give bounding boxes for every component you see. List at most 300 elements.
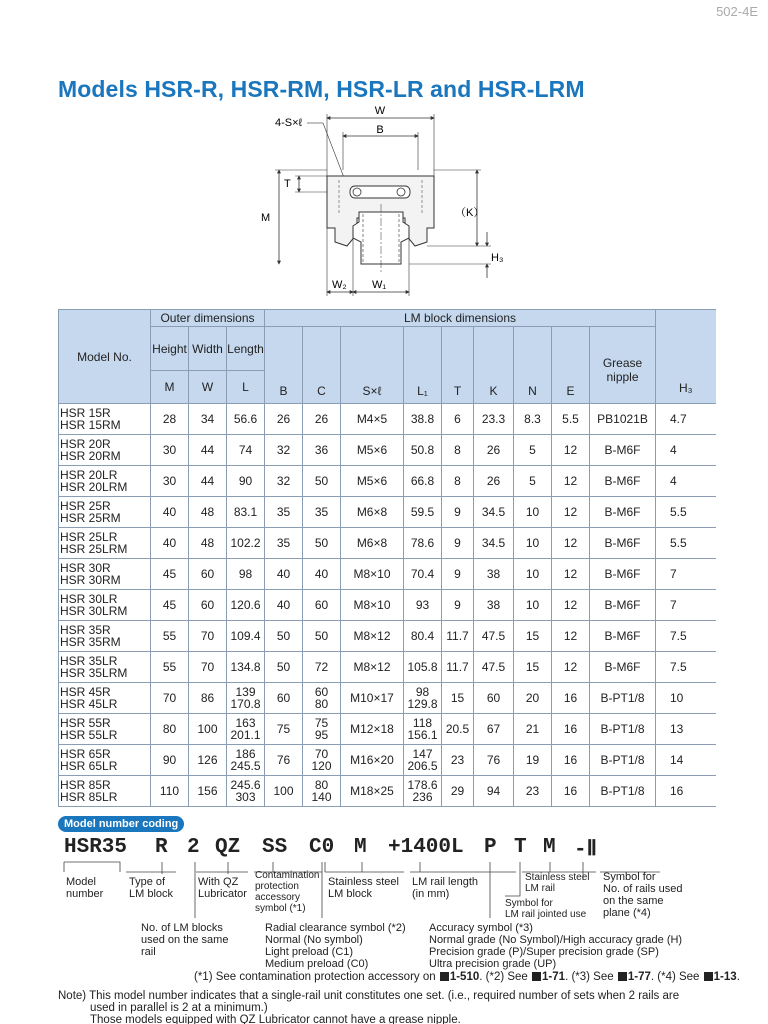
label-type-lm-block	[129, 876, 173, 900]
cell-t: 23	[442, 745, 474, 776]
cell-l1: 80.4	[404, 621, 442, 652]
cell-h3: 13	[656, 714, 716, 745]
cell-k: 26	[474, 435, 514, 466]
dim-sxl-label: 4-S×ℓ	[275, 117, 303, 129]
cell-g: PB1021B	[590, 404, 656, 435]
cell-b: 26	[265, 404, 303, 435]
model-cell	[59, 621, 151, 652]
label-blocks-text: No. of LM blocks used on the same rail	[141, 922, 229, 958]
cell-g: B-PT1/8	[590, 745, 656, 776]
cell-value: 156.1	[407, 728, 438, 742]
header-grease-nipple: Grease nipple	[590, 327, 656, 404]
label-contamination-text: Contamination protection accessory symbol (*1)	[255, 870, 320, 914]
model-name: HSR 65R	[60, 747, 111, 761]
cell-c: 50	[303, 466, 341, 497]
cell-h3: 7	[656, 559, 716, 590]
cell-k: 38	[474, 559, 514, 590]
dim-b-label: B	[376, 124, 384, 136]
cell-w: 86	[189, 683, 227, 714]
table-row	[59, 652, 716, 683]
note-line-1: Note) This model number indicates that a single-rail unit constitutes one set. (i.e., required number of sets when 2 rails are	[58, 990, 680, 1002]
cell-l	[227, 745, 265, 776]
header-lm-block-dimensions: LM block dimensions	[265, 310, 656, 327]
label-model-number	[66, 876, 103, 900]
model-cell	[59, 652, 151, 683]
cell-g: B-PT1/8	[590, 714, 656, 745]
label-stainless-block	[328, 876, 399, 900]
cell-c	[303, 714, 341, 745]
header-m: M	[151, 371, 189, 404]
cell-w: 44	[189, 466, 227, 497]
cell-h3: 16	[656, 776, 716, 807]
model-cell	[59, 435, 151, 466]
cell-w: 156	[189, 776, 227, 807]
cell-n: 21	[514, 714, 552, 745]
model-cell	[59, 528, 151, 559]
cell-value: 60	[314, 685, 329, 699]
cell-n: 23	[514, 776, 552, 807]
table-row	[59, 683, 716, 714]
header-outer-dimensions: Outer dimensions	[151, 310, 265, 327]
cell-h3: 10	[656, 683, 716, 714]
cell-e: 16	[552, 776, 590, 807]
cell-s: M8×12	[341, 621, 404, 652]
page-code: 502-4E	[716, 4, 758, 19]
cell-l: 102.2	[227, 528, 265, 559]
code-m: M	[354, 836, 367, 859]
model-name: HSR 65LR	[60, 759, 118, 773]
cell-c: 72	[303, 652, 341, 683]
cell-k: 34.5	[474, 528, 514, 559]
cell-k: 38	[474, 590, 514, 621]
cell-t: 20.5	[442, 714, 474, 745]
cell-value: 129.8	[407, 697, 438, 711]
ref-end: .	[736, 971, 740, 983]
cell-value: 303	[235, 790, 256, 804]
label-qz-text: With QZ Lubricator	[198, 876, 247, 900]
cell-k: 60	[474, 683, 514, 714]
cell-n: 10	[514, 528, 552, 559]
model-cell	[59, 590, 151, 621]
cell-m: 40	[151, 497, 189, 528]
cell-b: 50	[265, 621, 303, 652]
cell-m: 30	[151, 466, 189, 497]
header-c: C	[303, 327, 341, 404]
header-e: E	[552, 327, 590, 404]
cell-l: 98	[227, 559, 265, 590]
cell-l: 90	[227, 466, 265, 497]
cell-value: 139	[235, 685, 256, 699]
cell-h3: 5.5	[656, 497, 716, 528]
cell-m: 80	[151, 714, 189, 745]
dim-w-label: W	[374, 105, 386, 117]
label-stainless-rail	[525, 872, 589, 894]
label-accuracy-text: Accuracy symbol (*3) Normal grade (No Symbol)/High accuracy grade (H) Precision grade (P)/Super precision grade (SP) Ultra precision grade (UP)	[429, 922, 683, 970]
cell-m: 110	[151, 776, 189, 807]
cell-l1: 78.6	[404, 528, 442, 559]
model-name: HSR 15R	[60, 406, 111, 420]
cell-b: 100	[265, 776, 303, 807]
code-m-rail: M	[543, 836, 556, 859]
cell-value: 206.5	[407, 759, 438, 773]
ref1-link[interactable]: 1-510	[449, 971, 480, 983]
label-rail-length	[412, 876, 478, 900]
table-row	[59, 559, 716, 590]
cell-s: M8×10	[341, 590, 404, 621]
code-blocks: 2	[187, 836, 200, 859]
model-name: HSR 45LR	[60, 697, 118, 711]
cell-n: 10	[514, 497, 552, 528]
cell-value: 75	[314, 716, 329, 730]
cell-e: 12	[552, 559, 590, 590]
label-joint	[505, 898, 586, 920]
dim-m-label: M	[261, 212, 271, 224]
cell-g: B-PT1/8	[590, 683, 656, 714]
cell-l1	[404, 776, 442, 807]
cell-g: B-M6F	[590, 652, 656, 683]
label-type-text: Type of LM block	[129, 876, 174, 900]
model-name: HSR 20RM	[60, 449, 121, 463]
cell-m: 30	[151, 435, 189, 466]
cell-value: 80	[314, 778, 329, 792]
page-title: Models HSR-R, HSR-RM, HSR-LR and HSR-LRM	[58, 76, 585, 102]
cell-value: 70	[314, 747, 329, 761]
cell-t: 9	[442, 590, 474, 621]
cell-m: 40	[151, 528, 189, 559]
label-rail-length-text: LM rail length (in mm)	[412, 876, 479, 900]
cell-t: 6	[442, 404, 474, 435]
cell-b: 40	[265, 559, 303, 590]
cell-c: 26	[303, 404, 341, 435]
header-width: Width	[189, 327, 227, 371]
table-row	[59, 466, 716, 497]
header-w: W	[189, 371, 227, 404]
cell-g: B-M6F	[590, 559, 656, 590]
header-h3-col	[656, 310, 716, 404]
cell-m: 45	[151, 590, 189, 621]
table-row	[59, 528, 716, 559]
cell-t: 11.7	[442, 652, 474, 683]
cell-c	[303, 745, 341, 776]
cell-l1: 38.8	[404, 404, 442, 435]
cell-k: 34.5	[474, 497, 514, 528]
model-name: HSR 55LR	[60, 728, 118, 742]
page-ref-icon	[532, 972, 541, 981]
header-model-no: Model No.	[59, 310, 151, 404]
cell-e: 12	[552, 621, 590, 652]
cell-n: 19	[514, 745, 552, 776]
cell-l1: 93	[404, 590, 442, 621]
note-block	[58, 990, 768, 1024]
model-name: HSR 35R	[60, 623, 111, 637]
model-cell	[59, 497, 151, 528]
cell-g: B-M6F	[590, 466, 656, 497]
model-name: HSR 30LR	[60, 592, 118, 606]
cell-b: 76	[265, 745, 303, 776]
code-length: +1400L	[388, 836, 464, 859]
code-rails: -Ⅱ	[574, 839, 597, 862]
model-name: HSR 35LR	[60, 654, 118, 668]
cell-g: B-M6F	[590, 528, 656, 559]
model-name: HSR 20LR	[60, 468, 118, 482]
cell-value: 178.6	[407, 778, 438, 792]
cell-value: 80	[314, 697, 329, 711]
cell-s: M4×5	[341, 404, 404, 435]
cell-e: 16	[552, 745, 590, 776]
model-name: HSR 35RM	[60, 635, 121, 649]
cell-k: 23.3	[474, 404, 514, 435]
cell-t: 9	[442, 528, 474, 559]
model-cell	[59, 466, 151, 497]
cell-l1: 105.8	[404, 652, 442, 683]
cell-l1: 66.8	[404, 466, 442, 497]
header-l: L	[227, 371, 265, 404]
cell-c: 60	[303, 590, 341, 621]
table-row	[59, 435, 716, 466]
code-type: R	[155, 836, 168, 859]
model-cell	[59, 714, 151, 745]
cell-c: 40	[303, 559, 341, 590]
cell-l: 74	[227, 435, 265, 466]
cell-h3: 4	[656, 435, 716, 466]
cell-l1	[404, 745, 442, 776]
model-name: HSR 20R	[60, 437, 111, 451]
model-name: HSR 85LR	[60, 790, 118, 804]
cell-h3: 14	[656, 745, 716, 776]
table-row	[59, 404, 716, 435]
ref3-text: . (*3) See	[565, 971, 617, 983]
cell-n: 20	[514, 683, 552, 714]
cell-n: 8.3	[514, 404, 552, 435]
page-ref-icon	[704, 972, 713, 981]
cell-m: 55	[151, 652, 189, 683]
cell-w: 60	[189, 590, 227, 621]
cell-b: 32	[265, 435, 303, 466]
cell-s: M8×10	[341, 559, 404, 590]
model-cell	[59, 404, 151, 435]
cell-m: 90	[151, 745, 189, 776]
cell-w: 126	[189, 745, 227, 776]
cell-value: 186	[235, 747, 256, 761]
cross-section-diagram	[255, 104, 515, 300]
cell-w: 60	[189, 559, 227, 590]
cell-b: 35	[265, 497, 303, 528]
label-with-qz	[198, 876, 247, 900]
cell-l	[227, 714, 265, 745]
cell-n: 15	[514, 652, 552, 683]
cell-value: 236	[412, 790, 433, 804]
cell-b: 75	[265, 714, 303, 745]
model-cell	[59, 683, 151, 714]
model-name: HSR 25RM	[60, 511, 121, 525]
diagram-svg	[255, 104, 515, 300]
label-model-number-text: Model number	[66, 876, 104, 900]
model-name: HSR 25LR	[60, 530, 118, 544]
table-body	[59, 404, 716, 807]
cell-h3: 5.5	[656, 528, 716, 559]
footnote-references	[194, 971, 740, 983]
cell-g: B-M6F	[590, 621, 656, 652]
cell-c	[303, 683, 341, 714]
label-stainless-rail-text: Stainless steel LM rail	[525, 872, 590, 894]
model-coding-badge: Model number coding	[58, 816, 184, 832]
cell-c: 50	[303, 621, 341, 652]
cell-value: 98	[415, 685, 430, 699]
cell-g: B-M6F	[590, 435, 656, 466]
dim-t-label: T	[284, 178, 291, 190]
cell-value: 170.8	[230, 697, 261, 711]
header-height: Height	[151, 327, 189, 371]
cell-l	[227, 683, 265, 714]
cell-e: 16	[552, 683, 590, 714]
cell-g: B-M6F	[590, 497, 656, 528]
model-name: HSR 30R	[60, 561, 111, 575]
cell-n: 5	[514, 466, 552, 497]
model-name: HSR 25R	[60, 499, 111, 513]
cell-l1: 59.5	[404, 497, 442, 528]
code-ss: SS	[262, 836, 288, 859]
cell-e: 12	[552, 652, 590, 683]
cell-k: 67	[474, 714, 514, 745]
cell-k: 26	[474, 466, 514, 497]
cell-e: 5.5	[552, 404, 590, 435]
table-row	[59, 621, 716, 652]
label-rails-plane	[603, 871, 682, 919]
cell-s: M16×20	[341, 745, 404, 776]
label-accuracy	[429, 922, 682, 970]
cell-w: 48	[189, 497, 227, 528]
cell-e: 12	[552, 590, 590, 621]
label-joint-text: Symbol for LM rail jointed use	[505, 898, 587, 920]
cell-l1	[404, 683, 442, 714]
cell-value: 140	[311, 790, 332, 804]
cell-m: 70	[151, 683, 189, 714]
cell-w: 70	[189, 621, 227, 652]
cell-h3: 7.5	[656, 652, 716, 683]
ref4-link[interactable]: 1-13	[713, 971, 737, 983]
code-qz: QZ	[215, 836, 241, 859]
cell-h3: 7	[656, 590, 716, 621]
cell-l1: 50.8	[404, 435, 442, 466]
cell-l1	[404, 714, 442, 745]
cell-l: 120.6	[227, 590, 265, 621]
cell-w: 48	[189, 528, 227, 559]
code-accuracy: P	[484, 836, 497, 859]
cell-e: 16	[552, 714, 590, 745]
cell-w: 100	[189, 714, 227, 745]
label-contamination	[255, 870, 319, 914]
specification-table	[58, 309, 716, 807]
cell-w: 70	[189, 652, 227, 683]
cell-e: 12	[552, 497, 590, 528]
cell-s: M10×17	[341, 683, 404, 714]
model-cell	[59, 776, 151, 807]
cell-c: 36	[303, 435, 341, 466]
cell-b: 32	[265, 466, 303, 497]
table-row	[59, 776, 716, 807]
cell-s: M6×8	[341, 528, 404, 559]
header-l1: L₁	[404, 327, 442, 404]
code-t: T	[514, 836, 527, 859]
note-line-3: Those models equipped with QZ Lubricator cannot have a grease nipple.	[90, 1014, 461, 1024]
cell-n: 10	[514, 559, 552, 590]
cell-m: 55	[151, 621, 189, 652]
cell-b: 35	[265, 528, 303, 559]
header-n: N	[514, 327, 552, 404]
table-row	[59, 745, 716, 776]
cell-k: 94	[474, 776, 514, 807]
label-rails-plane-text: Symbol for No. of rails used on the same plane (*4)	[603, 871, 683, 919]
header-length: Length	[227, 327, 265, 371]
cell-t: 11.7	[442, 621, 474, 652]
model-name: HSR 85R	[60, 778, 111, 792]
cell-k: 47.5	[474, 621, 514, 652]
page-ref-icon	[440, 972, 449, 981]
cell-t: 15	[442, 683, 474, 714]
header-t: T	[442, 327, 474, 404]
ref2-link[interactable]: 1-71	[542, 971, 566, 983]
model-name: HSR 20LRM	[60, 480, 128, 494]
ref1-text: (*1) See contamination protection accessory on	[194, 971, 439, 983]
page-ref-icon	[618, 972, 627, 981]
cell-value: 118	[412, 716, 433, 730]
cell-value: 245.6	[230, 778, 261, 792]
model-name: HSR 15RM	[60, 418, 121, 432]
header-sxl: S×ℓ	[341, 327, 404, 404]
cell-m: 45	[151, 559, 189, 590]
model-name: HSR 30RM	[60, 573, 121, 587]
dim-w1-label: W₁	[372, 279, 387, 291]
code-model: HSR35	[64, 836, 128, 859]
cell-c: 35	[303, 497, 341, 528]
cell-e: 12	[552, 435, 590, 466]
cell-s: M18×25	[341, 776, 404, 807]
table-row	[59, 714, 716, 745]
header-h3: H₃	[678, 380, 693, 395]
label-stainless-block-text: Stainless steel LM block	[328, 876, 399, 900]
ref3-link[interactable]: 1-77	[627, 971, 651, 983]
cell-g: B-M6F	[590, 590, 656, 621]
model-cell	[59, 745, 151, 776]
cell-k: 76	[474, 745, 514, 776]
header-k: K	[474, 327, 514, 404]
cell-t: 9	[442, 497, 474, 528]
dim-w2-label: W₂	[332, 279, 347, 291]
cell-s: M12×18	[341, 714, 404, 745]
cell-l	[227, 776, 265, 807]
model-name: HSR 25LRM	[60, 542, 128, 556]
cell-t: 8	[442, 466, 474, 497]
cell-value: 163	[235, 716, 256, 730]
cell-s: M5×6	[341, 435, 404, 466]
ref2-text: . (*2) See	[479, 971, 532, 983]
note-line-2: used in parallel is 2 at a minimum.)	[90, 1002, 268, 1014]
label-radial-clearance	[265, 922, 406, 970]
ref4-text: . (*4) See	[650, 971, 703, 983]
cell-b: 40	[265, 590, 303, 621]
cell-h3: 4.7	[656, 404, 716, 435]
cell-l: 109.4	[227, 621, 265, 652]
cell-m: 28	[151, 404, 189, 435]
model-name: HSR 35LRM	[60, 666, 128, 680]
cell-t: 8	[442, 435, 474, 466]
cell-g: B-PT1/8	[590, 776, 656, 807]
cell-h3: 4	[656, 466, 716, 497]
table-row	[59, 590, 716, 621]
cell-k: 47.5	[474, 652, 514, 683]
cell-c: 50	[303, 528, 341, 559]
cell-l: 56.6	[227, 404, 265, 435]
